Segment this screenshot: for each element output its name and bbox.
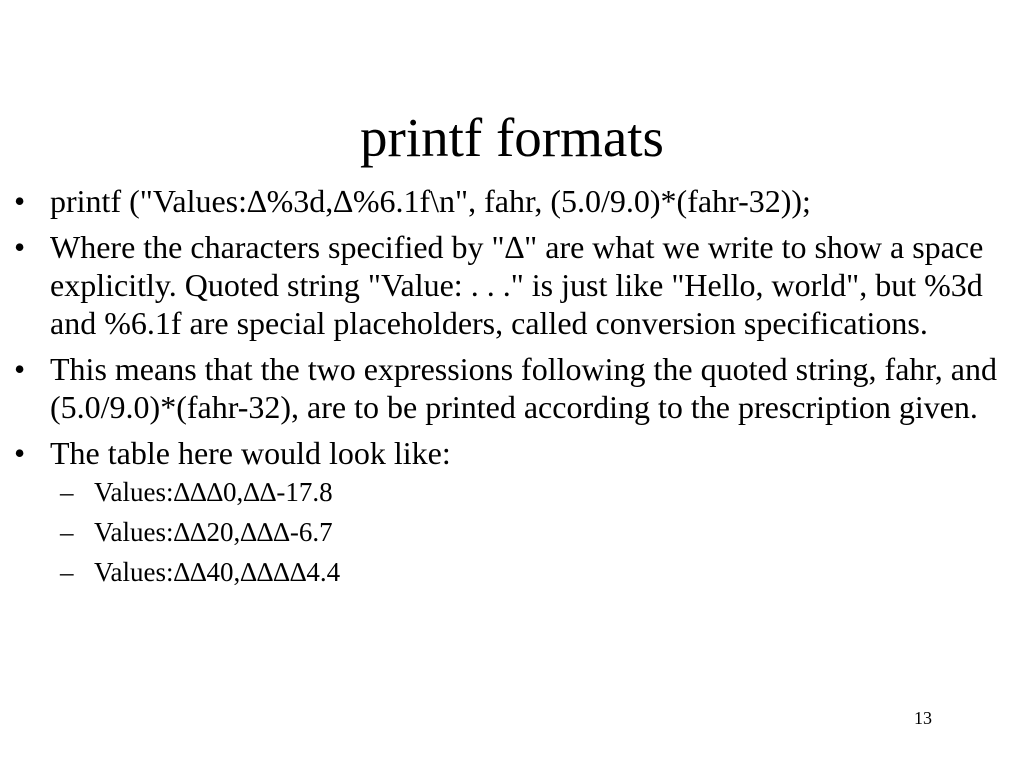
bullet-text: Where the characters specified by "∆" are what we write to show a space explicitly. Quoted string "Value: . . ." is just like "Hello, world", but %3d and %6.1f are special placeholders, called conversion specifications. [50,229,984,341]
bullet-text: This means that the two expressions following the quoted string, fahr, and (5.0/9.0)*(fahr-32), are to be printed according to the prescription given. [50,351,997,425]
bullet-list [14,182,1014,596]
bullet-marker: • [14,229,26,265]
sub-bullet-marker: – [60,517,74,547]
sub-bullet-marker: – [60,557,74,587]
bullet-item [14,228,1014,342]
bullet-marker: • [14,183,26,219]
bullet-text: The table here would look like: [50,435,451,471]
sub-bullet-marker: – [60,477,74,507]
sub-bullet-item [50,476,1014,508]
sub-bullet-list [50,472,1014,588]
bullet-marker: • [14,351,26,387]
bullet-item [14,434,1014,588]
slide-title: printf formats [360,107,664,168]
sub-bullet-item [50,556,1014,588]
sub-bullet-text: Values:∆∆∆0,∆∆-17.8 [94,477,333,507]
bullet-marker: • [14,435,26,471]
bullet-item [14,350,1014,426]
sub-bullet-text: Values:∆∆40,∆∆∆∆4.4 [94,557,341,587]
page-number: 13 [914,708,932,728]
bullet-item [14,182,1014,220]
bullet-text: printf ("Values:∆%3d,∆%6.1f\n", fahr, (5.0/9.0)*(fahr-32)); [50,183,811,219]
sub-bullet-text: Values:∆∆20,∆∆∆-6.7 [94,517,333,547]
sub-bullet-item [50,516,1014,548]
